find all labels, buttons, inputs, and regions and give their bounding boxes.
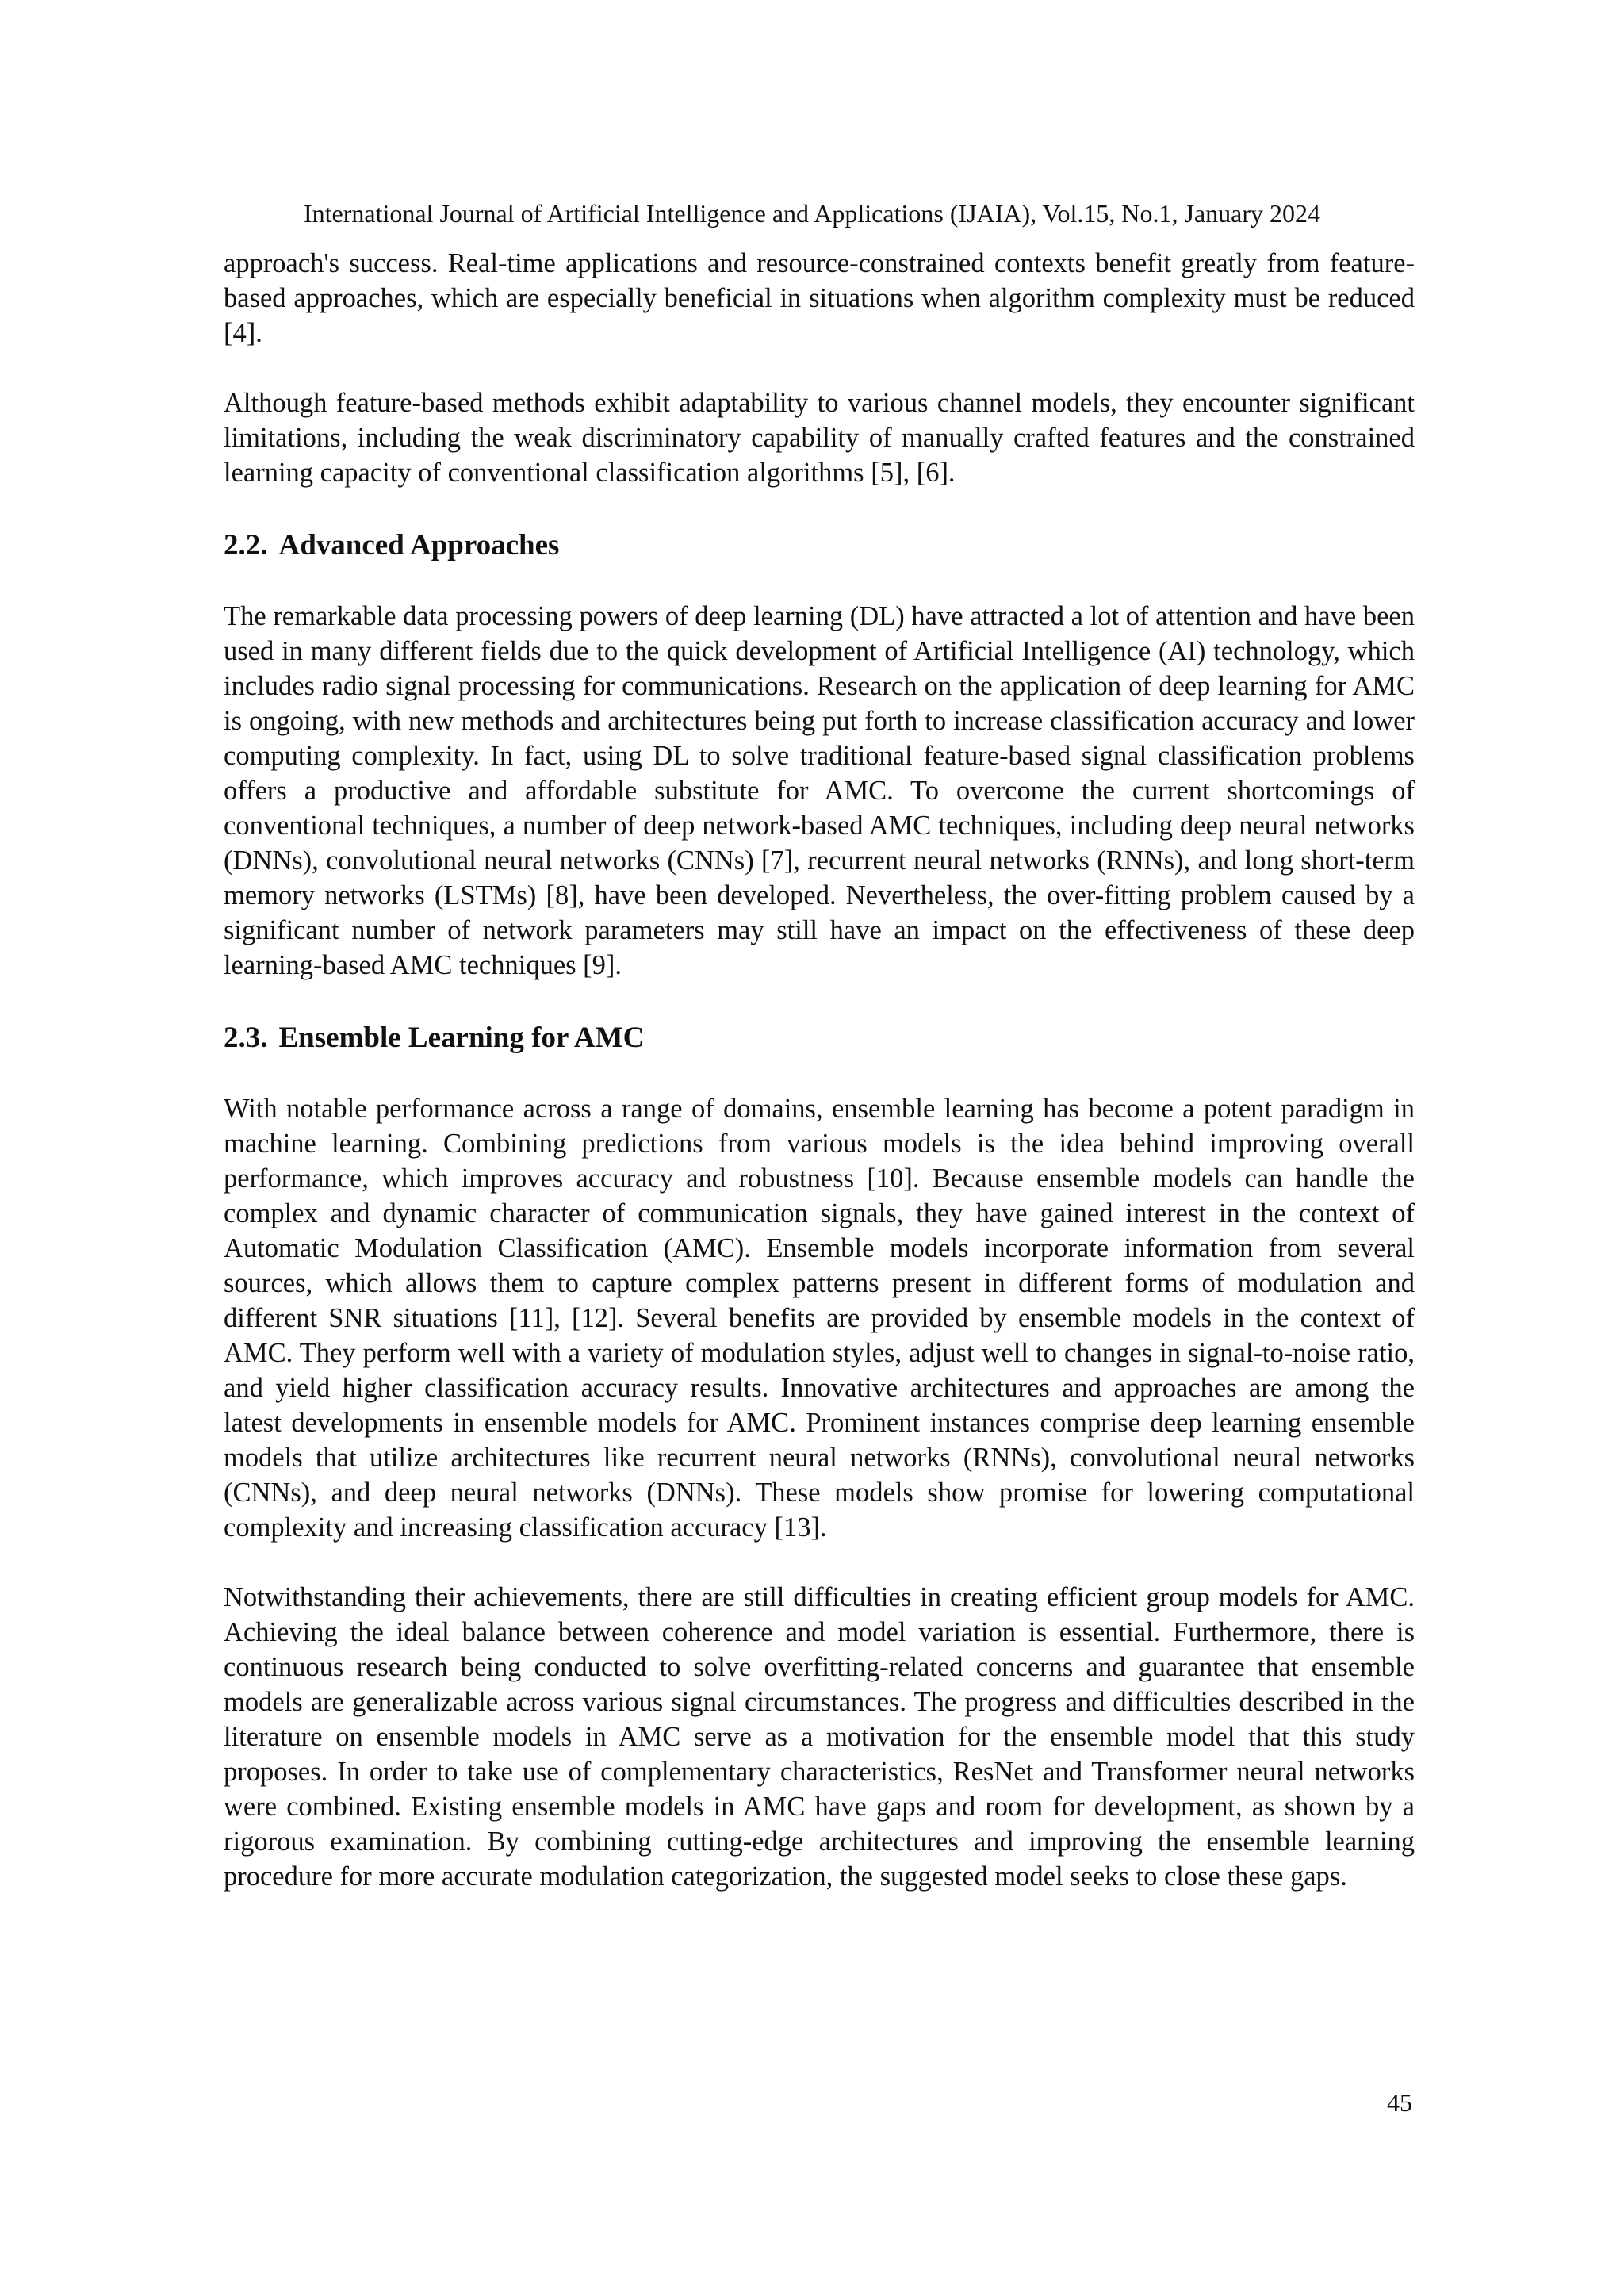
section-heading-advanced-approaches (224, 526, 1415, 565)
paragraph-feature-limitations: Although feature-based methods exhibit adaptability to various channel models, they encounter significant limitations, including the weak discriminatory capability of manually crafted features and the constrained learning capacity of conventional classification algorithms [5], [6]. (224, 388, 1415, 488)
page-number: 45 (1387, 2088, 1412, 2117)
paragraph-ensemble-challenges: Notwithstanding their achievements, there are still difficulties in creating efficient group models for AMC. Achieving the ideal balance between coherence and model variation is essential. Furthermore, there is continuous research being conducted to solve overfitting-related concerns and guarantee that ensemble models are generalizable across various signal circumstances. The progress and difficulties described in the literature on ensemble models in AMC serve as a motivation for the ensemble model that this study proposes. In order to take use of complementary characteristics, ResNet and Transformer neural networks were combined. Existing ensemble models in AMC have gaps and room for development, as shown by a rigorous examination. By combining cutting-edge architectures and improving the ensemble learning procedure for more accurate modulation categorization, the suggested model seeks to close these gaps. (224, 1582, 1415, 1892)
running-head: International Journal of Artificial Intelligence and Applications (IJAIA), Vol.15, No.1, January 2024 (303, 199, 1321, 228)
page-body (224, 246, 1415, 1894)
section-heading-ensemble-learning (224, 1018, 1415, 1058)
paragraph-ensemble-overview: With notable performance across a range of domains, ensemble learning has become a potent paradigm in machine learning. Combining predictions from various models is the idea behind improving overall performance, which improves accuracy and robustness [10]. Because ensemble models can handle the complex and dynamic character of communication signals, they have gained interest in the context of Automatic Modulation Classification (AMC). Ensemble models incorporate information from several sources, which allows them to capture complex patterns present in different forms of modulation and different SNR situations [11], [12]. Several benefits are provided by ensemble models in the context of AMC. They perform well with a variety of modulation styles, adjust well to changes in signal-to-noise ratio, and yield higher classification accuracy results. Innovative architectures and approaches are among the latest developments in ensemble models for AMC. Prominent instances comprise deep learning ensemble models that utilize architectures like recurrent neural networks (RNNs), convolutional neural networks (CNNs), and deep neural networks (DNNs). These models show promise for lowering computational complexity and increasing classification accuracy [13]. (224, 1094, 1415, 1543)
paragraph-intro-continuation: approach's success. Real-time applications and resource-constrained contexts benefit greatly from feature-based approaches, which are especially beneficial in situations when algorithm complexity must be reduced [4]. (224, 248, 1415, 348)
section-title: Advanced Approaches (278, 529, 560, 562)
paragraph-deep-learning: The remarkable data processing powers of deep learning (DL) have attracted a lot of attention and have been used in many different fields due to the quick development of Artificial Intelligence (AI) technology, which includes radio signal processing for communications. Research on the application of deep learning for AMC is ongoing, with new methods and architectures being put forth to increase classification accuracy and lower computing complexity. In fact, using DL to solve traditional feature-based signal classification problems offers a productive and affordable substitute for AMC. To overcome the current shortcomings of conventional techniques, a number of deep network-based AMC techniques, including deep neural networks (DNNs), convolutional neural networks (CNNs) [7], recurrent neural networks (RNNs), and long short-term memory networks (LSTMs) [8], have been developed. Nevertheless, the over-fitting problem caused by a significant number of network parameters may still have an impact on the effectiveness of these deep learning-based AMC techniques [9]. (224, 601, 1415, 980)
section-number: 2.2. (224, 529, 268, 562)
section-title: Ensemble Learning for AMC (278, 1022, 645, 1054)
section-number: 2.3. (224, 1022, 268, 1054)
